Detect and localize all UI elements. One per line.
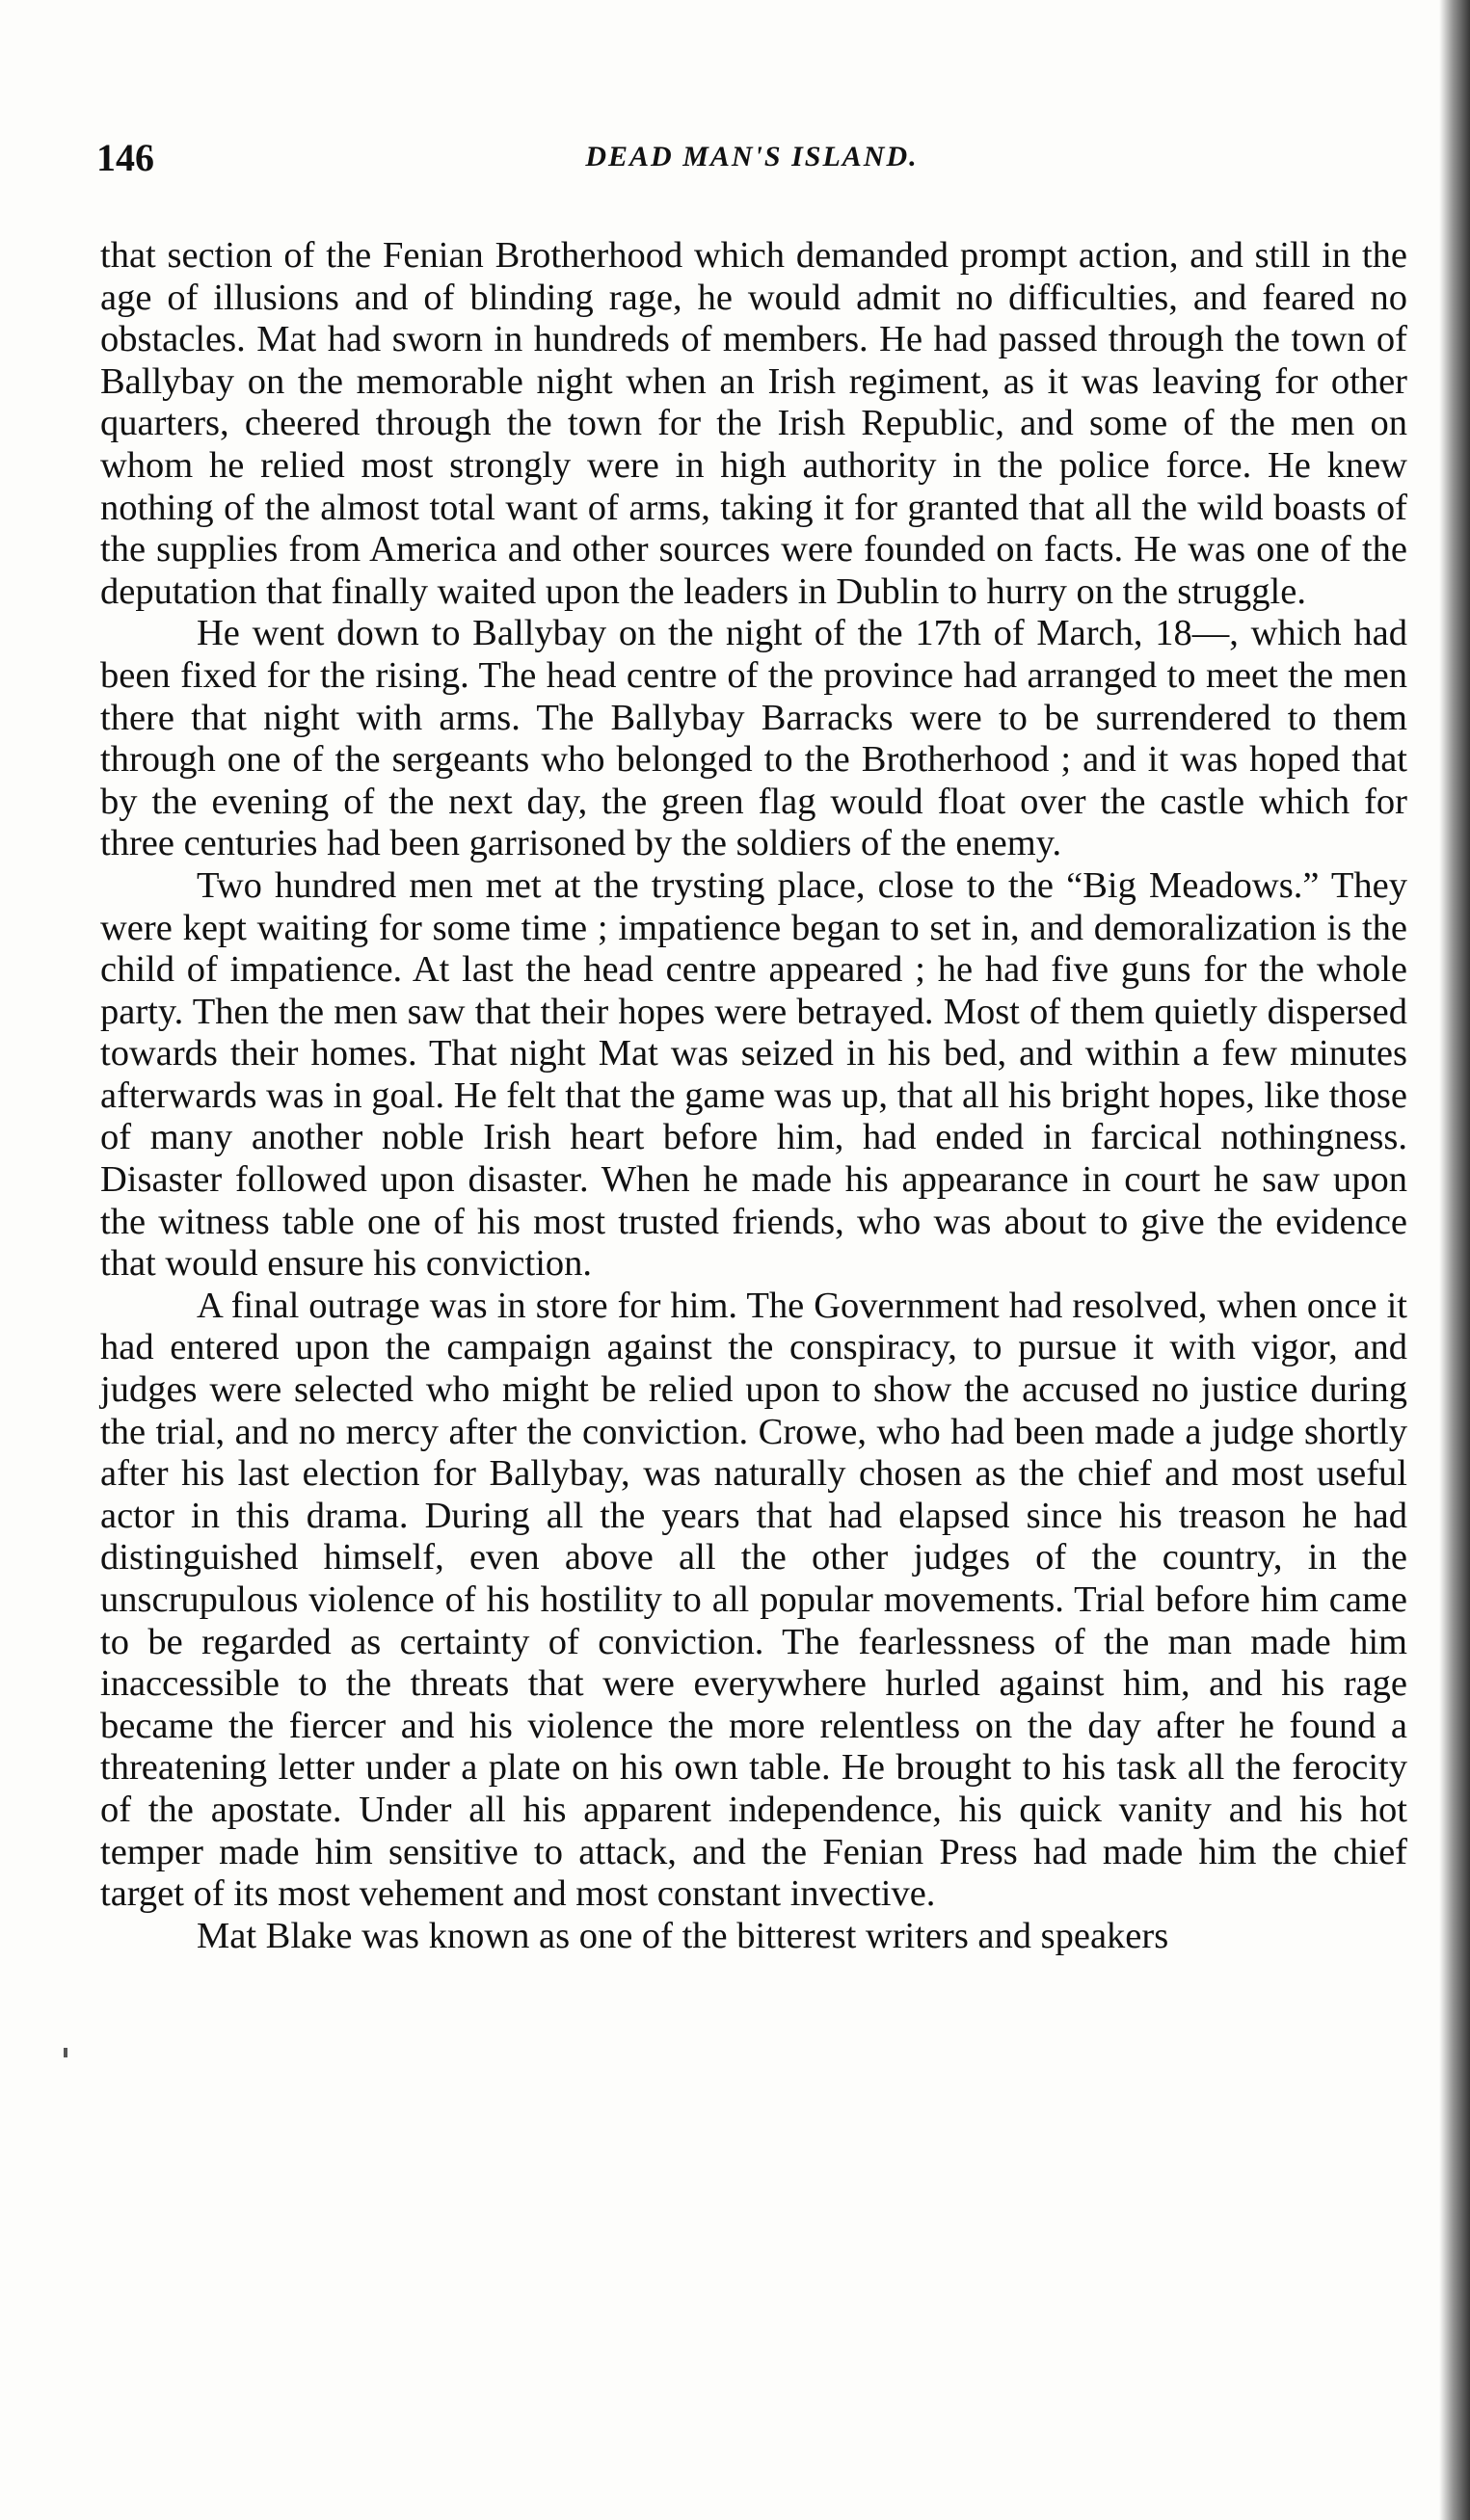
running-title: DEAD MAN'S ISLAND. bbox=[585, 141, 919, 172]
body-text bbox=[100, 235, 1407, 1957]
paragraph: Two hundred men met at the trysting place, close to the “Big Meadows.” They were kept waiting for some time ; impatience began to set in, and demoralization is the child of impatience. At last the head centre appeared ; he had five guns for the whole party. Then the men saw that their hopes were betrayed. Most of them quietly dispersed towards their homes. That night Mat was seized in his bed, and within a few minutes afterwards was in goal. He felt that the game was up, that all his bright hopes, like those of many another noble Irish heart before him, had ended in farcical nothingness. Disaster followed upon disaster. When he made his appearance in court he saw upon the witness table one of his most trusted friends, who was about to give the evidence that would ensure his conviction. bbox=[100, 864, 1407, 1285]
page-header bbox=[96, 135, 1407, 193]
margin-mark bbox=[64, 2048, 67, 2057]
paragraph: A final outrage was in store for him. The Government had resolved, when once it had entered upon the campaign against the conspiracy, to pursue it with vigor, and judges were selected who might be relied upon to show the accused no justice during the trial, and no mercy after the conviction. Crowe, who had been made a judge shortly after his last election for Ballybay, was naturally chosen as the chief and most useful actor in this drama. During all the years that had elapsed since his treason he had distinguished himself, even above all the other judges of the country, in the unscrupulous violence of his hostility to all popular movements. Trial before him came to be regarded as certainty of conviction. The fearlessness of the man made him inaccessible to the threats that were everywhere hurled against him, and his rage became the fiercer and his violence the more relentless on the day after he found a threatening letter under a plate on his own table. He brought to his task all the ferocity of the apostate. Under all his apparent independence, his quick vanity and his hot temper made him sensitive to attack, and the Fenian Press had made him the chief target of its most vehement and most constant invective. bbox=[100, 1285, 1407, 1915]
paragraph: that section of the Fenian Brotherhood which demanded prompt action, and still in the age of illusions and of blinding rage, he would admit no difficulties, and feared no obstacles. Mat had sworn in hundreds of members. He had passed through the town of Ballybay on the memorable night when an Irish regiment, as it was leaving for other quarters, cheered through the town for the Irish Republic, and some of the men on whom he relied most strongly were in high authority in the police force. He knew nothing of the almost total want of arms, taking it for granted that all the wild boasts of the supplies from America and other sources were founded on facts. He was one of the deputation that finally waited upon the leaders in Dublin to hurry on the struggle. bbox=[100, 235, 1407, 612]
page-number: 146 bbox=[96, 136, 154, 179]
paragraph: Mat Blake was known as one of the bitterest writers and speakers bbox=[197, 1915, 1169, 1956]
page-edge-shadow bbox=[1439, 0, 1470, 2520]
paragraph: He went down to Ballybay on the night of the 17th of March, 18—, which had been fixed for the rising. The head centre of the province had arranged to meet the men there that night with arms. The Ballybay Barracks were to be surrendered to them through one of the sergeants who belonged to the Brotherhood ; and it was hoped that by the evening of the next day, the green flag would float over the castle which for three centuries had been garrisoned by the soldiers of the enemy. bbox=[100, 613, 1407, 864]
